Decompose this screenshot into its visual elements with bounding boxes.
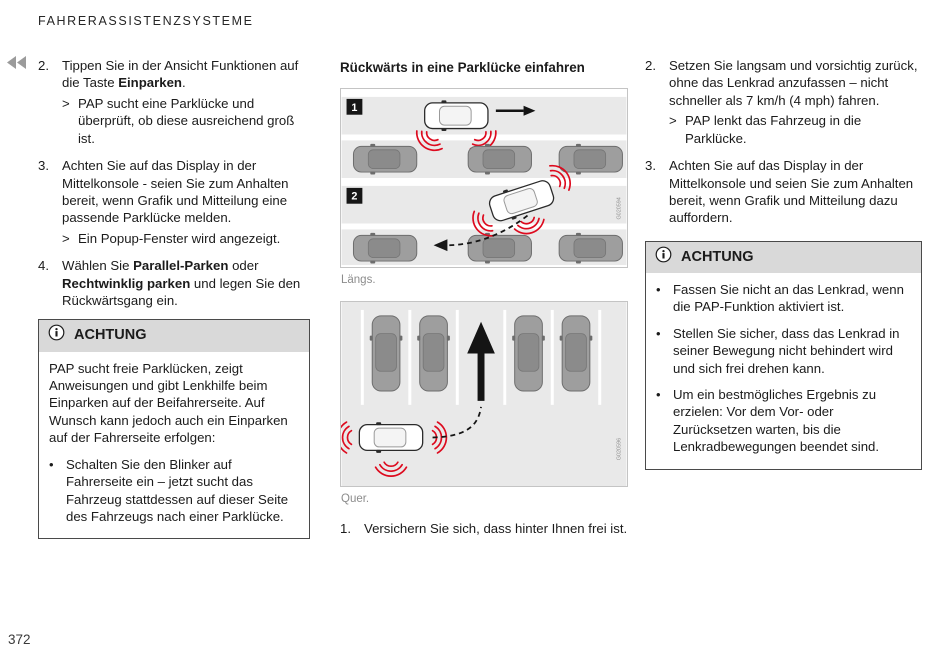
list-text: Versichern Sie sich, dass hinter Ihnen frei ist. xyxy=(364,521,628,537)
list-text: Setzen Sie langsam und vorsichtig zurück, ohne das Lenkrad anzufassen – nicht schneller als 7 km/h (4 mph) fahren. xyxy=(669,58,918,108)
figure-code: G020594 xyxy=(616,196,623,220)
subitem-text: PAP sucht eine Parklücke und überprüft, ob diese ausreichend groß ist. xyxy=(78,95,295,146)
bullet-text: Fassen Sie nicht an das Lenkrad, wenn die PAP-Funktion aktiviert ist. xyxy=(673,281,904,315)
list-text: Wählen Sie Parallel-Parken oder Rechtwinklig parken und legen Sie den Rückwärtsgang ein. xyxy=(62,258,301,309)
list-text: Tippen Sie in der Ansicht Funktionen auf die Taste Einparken. xyxy=(62,58,299,91)
info-icon xyxy=(655,246,672,269)
figure-perpendicular-parking xyxy=(340,301,628,487)
caution-text: PAP sucht freie Parklücken, zeigt Anweisungen und gibt Lenkhilfe beim Einparken auf der Beifahrerseite. Auf Wunsch kann jedoch auch ein Einparken auf der Fahrerseite erfolgen: xyxy=(49,360,288,446)
figure-parallel-parking xyxy=(340,88,628,268)
subitem-text: Ein Popup-Fenster wird angezeigt. xyxy=(78,230,281,246)
middle-column xyxy=(340,57,630,540)
caution-box-left xyxy=(38,319,310,539)
list-item-1 xyxy=(340,520,630,537)
left-column xyxy=(38,57,310,539)
list-text: Achten Sie auf das Display in der Mittelkonsole und seien Sie zum Anhalten bereit, wenn Grafik und Mitteilung dazu auffordern. xyxy=(669,158,914,226)
list-item-2 xyxy=(38,57,310,92)
chapter-title: FAHRERASSISTENZSYSTEME xyxy=(38,14,254,28)
result-arrow: > xyxy=(62,230,70,246)
bullet-marker: • xyxy=(656,281,661,297)
result-arrow: > xyxy=(669,113,677,129)
caution-title: ACHTUNG xyxy=(74,327,147,344)
list-subitem xyxy=(62,95,310,147)
list-number: 4. xyxy=(38,258,49,274)
info-icon xyxy=(48,324,65,347)
list-item-2 xyxy=(645,57,922,109)
figure-caption: Längs. xyxy=(341,273,376,286)
scene-label-2: 2 xyxy=(351,190,358,203)
caution-bullet xyxy=(656,325,911,377)
bullet-text: Um ein bestmögliches Ergebnis zu erzielen: Vor dem Vor- oder Zurücksetzen warten, bis die Lenkradbewegungen beendet sind. xyxy=(673,387,880,455)
subitem-text: PAP lenkt das Fahrzeug in die Parklücke. xyxy=(685,113,862,146)
list-text: Achten Sie auf das Display in der Mittelkonsole - seien Sie zum Anhalten bereit, wenn Grafik und Mitteilung eine passende Parklücke melden. xyxy=(62,158,289,226)
list-number: 3. xyxy=(645,158,656,174)
list-number: 1. xyxy=(340,521,351,537)
list-subitem xyxy=(669,112,922,147)
list-number: 3. xyxy=(38,158,49,174)
section-heading: Rückwärts in eine Parklücke einfahren xyxy=(340,60,585,75)
caution-box-right xyxy=(645,241,922,470)
list-item-4 xyxy=(38,257,310,309)
result-arrow: > xyxy=(62,95,70,111)
bullet-text: Stellen Sie sicher, dass das Lenkrad in seiner Bewegung nicht behindert wird und sich frei drehen kann. xyxy=(673,325,900,376)
bullet-marker: • xyxy=(656,387,661,403)
caution-body xyxy=(39,352,309,539)
caution-bullet xyxy=(656,386,911,456)
figure-code: G020596 xyxy=(616,437,623,461)
page-number: 372 xyxy=(8,632,31,647)
list-number: 2. xyxy=(645,58,656,73)
scene-label-1: 1 xyxy=(351,101,358,114)
right-column xyxy=(645,57,922,470)
list-subitem xyxy=(62,230,310,247)
caution-bullet xyxy=(49,456,299,526)
bullet-marker: • xyxy=(49,456,54,472)
bullet-text: Schalten Sie den Blinker auf Fahrerseite ein – jetzt sucht das Fahrzeug stattdessen auf dieser Seite des Fahrzeugs nach einer Parklücke. xyxy=(66,456,289,524)
list-item-3 xyxy=(645,157,922,227)
caution-bullet xyxy=(656,281,911,316)
list-number: 2. xyxy=(38,58,49,73)
figure-caption: Quer. xyxy=(341,492,370,505)
caution-title: ACHTUNG xyxy=(681,248,754,265)
bullet-marker: • xyxy=(656,325,661,341)
caution-body xyxy=(646,273,921,469)
caution-header xyxy=(39,320,309,351)
caution-header xyxy=(646,242,921,273)
chapter-marker-icon xyxy=(7,56,27,73)
list-item-3 xyxy=(38,157,310,227)
